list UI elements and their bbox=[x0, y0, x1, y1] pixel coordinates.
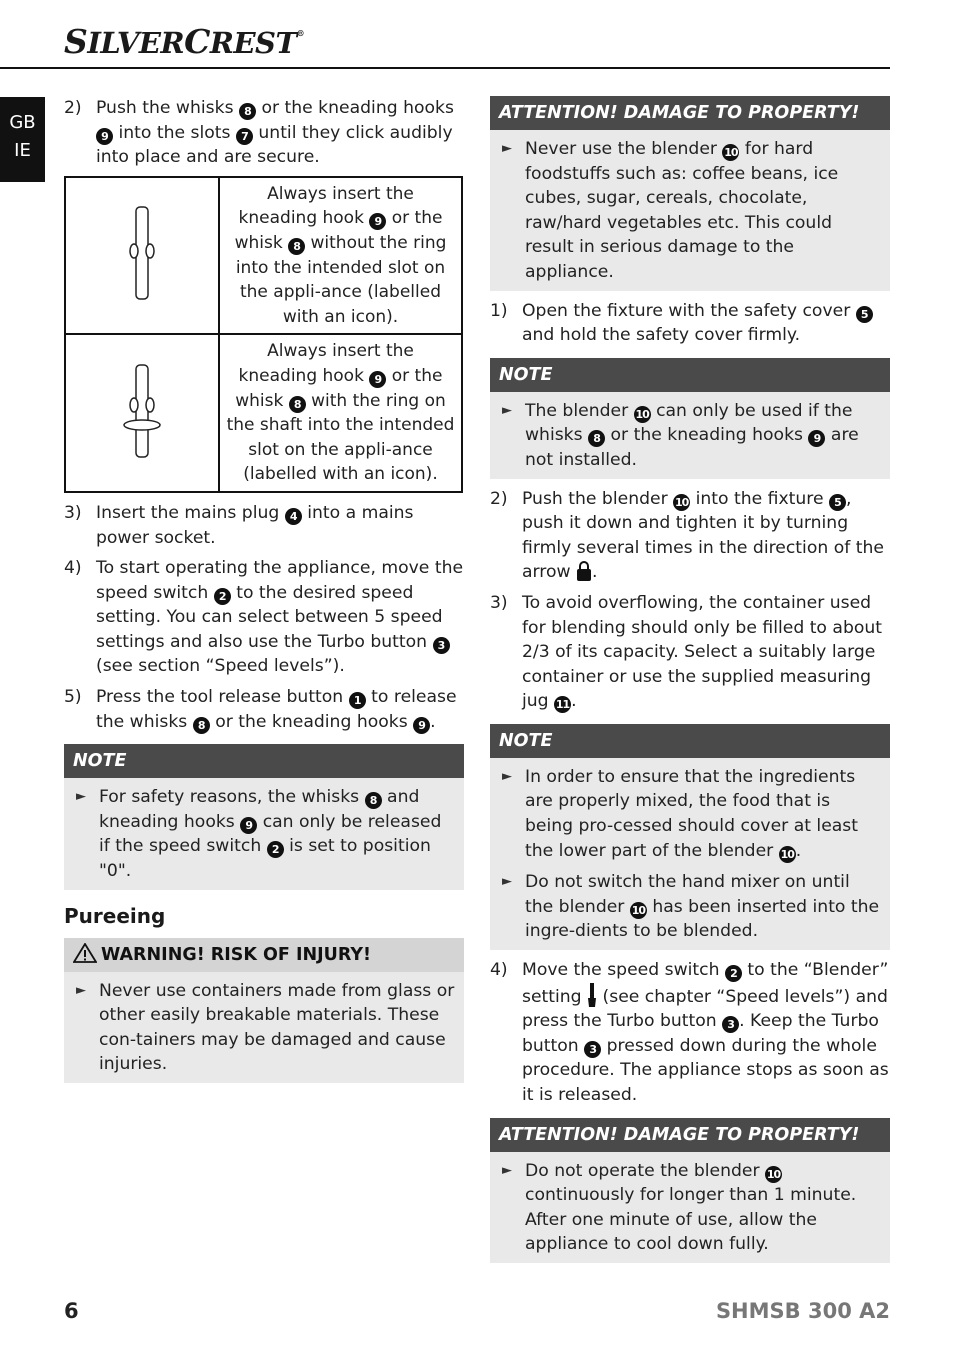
step-text: . bbox=[592, 562, 598, 583]
step-text: Open the fixture with the safety cover bbox=[522, 300, 851, 321]
attachment-table bbox=[64, 176, 463, 493]
triangle-right-icon: ► bbox=[502, 141, 512, 156]
part-number-icon: 9 bbox=[369, 371, 386, 388]
warning-title-text: WARNING! RISK OF INJURY! bbox=[101, 944, 371, 965]
blender-icon bbox=[587, 983, 597, 1007]
whisk-with-ring-icon bbox=[120, 361, 164, 461]
note-title: NOTE bbox=[64, 744, 464, 778]
bullet-text: has been inserted into the ingre-dients to be blended. bbox=[525, 896, 880, 942]
step-number: 4) bbox=[490, 960, 508, 981]
step-text: Push the whisks bbox=[96, 98, 234, 118]
step-text: . Keep the Turbo button bbox=[522, 1011, 879, 1056]
bullet-text: . bbox=[795, 840, 802, 861]
step-text: and hold the safety cover firmly. bbox=[522, 325, 801, 346]
part-number-icon: 3 bbox=[722, 1016, 739, 1033]
step-text: into a mains power socket. bbox=[96, 502, 414, 548]
model-number: SHMSB 300 A2 bbox=[715, 1299, 890, 1323]
step-item bbox=[490, 487, 890, 585]
part-number-icon: 10 bbox=[635, 407, 649, 421]
step-number: 2) bbox=[490, 488, 508, 509]
part-number-icon: 9 bbox=[369, 213, 386, 230]
bullet-item bbox=[64, 972, 464, 1077]
bullet-text: In order to ensure that the ingredients are properly mixed, the food that is being pro-cessed should cover at least the lower part of the blender bbox=[525, 766, 858, 861]
step-text: into the slots bbox=[118, 122, 231, 143]
step-number: 1) bbox=[490, 300, 508, 321]
step-text: , push it down and tighten it by turning firmly several times in the direction of the arrow bbox=[522, 488, 884, 583]
page-number: 6 bbox=[64, 1299, 79, 1323]
table-cell-image bbox=[65, 177, 219, 335]
part-number-icon: 1 bbox=[349, 692, 366, 709]
step-text: into the fixture bbox=[695, 488, 824, 509]
step-text: . bbox=[571, 691, 577, 712]
header-rule bbox=[0, 67, 890, 69]
step-text: to the “Blender” setting bbox=[522, 960, 889, 1007]
part-number-icon: 9 bbox=[413, 717, 430, 734]
bullet-text: for hard foodstuffs such as: coffee beans, ice cubes, sugar, cereals, chocolate, raw/hard vegetables etc. This could result in serious damage to the appliance. bbox=[525, 139, 839, 282]
part-number-icon: 8 bbox=[289, 396, 306, 413]
bullet-text: For safety reasons, the whisks bbox=[99, 787, 360, 808]
lang-gb: GB bbox=[9, 112, 36, 133]
bullet-text: The blender bbox=[525, 400, 629, 421]
warning-title bbox=[64, 938, 464, 972]
brand-logo bbox=[64, 22, 304, 61]
part-number-icon: 10 bbox=[724, 146, 738, 159]
note-box bbox=[490, 724, 890, 950]
part-number-icon: 11 bbox=[555, 698, 570, 712]
step-text: Move the speed switch bbox=[522, 960, 720, 981]
step-item bbox=[64, 96, 464, 170]
cell-text: Always insert the kneading hook bbox=[238, 341, 414, 386]
step-item bbox=[64, 501, 464, 550]
cell-text: without the ring into the intended slot on the appli-ance (labelled with an icon). bbox=[235, 232, 447, 327]
step-text: (see chapter “Speed levels”) and press the Turbo button bbox=[522, 986, 888, 1032]
part-number-icon: 10 bbox=[766, 1167, 781, 1181]
part-number-icon: 2 bbox=[725, 965, 742, 982]
table-cell-text bbox=[219, 334, 462, 492]
step-text: or the kneading hooks bbox=[215, 711, 408, 732]
attention-box bbox=[490, 1118, 890, 1263]
table-cell-image bbox=[65, 334, 219, 492]
step-number: 3) bbox=[64, 502, 82, 523]
part-number-icon: 10 bbox=[780, 847, 794, 861]
step-text: Press the tool release button bbox=[96, 687, 344, 708]
attention-title: ATTENTION! DAMAGE TO PROPERTY! bbox=[490, 1118, 890, 1152]
bullet-item bbox=[490, 392, 890, 473]
bullet-item bbox=[490, 758, 890, 863]
bullet-item bbox=[64, 778, 464, 883]
language-tab bbox=[0, 97, 45, 182]
part-number-icon: 3 bbox=[584, 1041, 601, 1058]
part-number-icon: 8 bbox=[588, 430, 605, 447]
right-column bbox=[490, 96, 890, 1271]
lang-ie: IE bbox=[14, 140, 31, 161]
warning-triangle-icon bbox=[73, 943, 97, 963]
lock-icon bbox=[576, 560, 592, 582]
part-number-icon: 9 bbox=[96, 128, 113, 145]
cell-text: with the ring on the shaft into the intended slot on the appli-ance (labelled with an icon). bbox=[226, 390, 455, 485]
step-text: Push the blender bbox=[522, 488, 668, 509]
step-text: to the desired speed setting. You can select between 5 speed settings and also use the Turbo button bbox=[96, 582, 443, 652]
left-column bbox=[64, 96, 464, 1091]
part-number-icon: 8 bbox=[239, 103, 256, 120]
step-text: (see section “Speed levels”). bbox=[96, 656, 345, 677]
brand-letter: S bbox=[64, 22, 88, 61]
triangle-right-icon: ► bbox=[502, 768, 512, 784]
triangle-right-icon: ► bbox=[502, 402, 512, 418]
part-number-icon: 9 bbox=[240, 817, 257, 834]
note-title: NOTE bbox=[490, 358, 890, 392]
section-heading: Pureeing bbox=[64, 903, 166, 928]
step-number: 2) bbox=[64, 98, 82, 118]
step-text: To avoid overflowing, the container used for blending should only be filled to about 2/3 of its capacity. Select a suitably large container or use the supplied measuring jug bbox=[522, 592, 883, 712]
part-number-icon: 7 bbox=[236, 128, 253, 145]
part-number-icon: 8 bbox=[365, 792, 382, 809]
brand-text: ILVER bbox=[87, 26, 185, 60]
part-number-icon: 8 bbox=[193, 717, 210, 734]
bullet-text: Never use containers made from glass or other easily breakable materials. These con-tainers may be damaged and cause injuries. bbox=[99, 980, 455, 1075]
bullet-text: can only be used if the whisks bbox=[525, 400, 853, 446]
registered-mark: ® bbox=[296, 28, 305, 38]
step-text: pressed down during the whole procedure. The appliance stops as soon as it is released. bbox=[522, 1035, 889, 1105]
bullet-text: is set to position "0". bbox=[99, 836, 431, 882]
triangle-right-icon: ► bbox=[76, 789, 86, 805]
step-item bbox=[64, 685, 464, 734]
part-number-icon: 5 bbox=[829, 494, 846, 511]
table-cell-text bbox=[219, 177, 462, 335]
brand-text: REST bbox=[209, 26, 297, 60]
step-text: to release the whisks bbox=[96, 687, 457, 732]
brand-letter: C bbox=[184, 22, 210, 61]
cell-text: Always insert the kneading hook bbox=[238, 183, 414, 229]
cell-text: or the whisk bbox=[234, 208, 443, 253]
bullet-text: or the kneading hooks bbox=[610, 425, 803, 446]
step-text: Insert the mains plug bbox=[96, 502, 280, 523]
part-number-icon: 8 bbox=[288, 238, 305, 255]
step-text: To start operating the appliance, move the speed switch bbox=[96, 558, 464, 603]
part-number-icon: 10 bbox=[674, 495, 689, 509]
step-item bbox=[490, 958, 890, 1108]
bullet-text: Do not operate the blender bbox=[525, 1160, 760, 1181]
step-item bbox=[490, 299, 890, 348]
bullet-text: Do not switch the hand mixer on until the blender bbox=[525, 872, 850, 917]
part-number-icon: 9 bbox=[808, 430, 825, 447]
note-title: NOTE bbox=[490, 724, 890, 758]
step-text: or the kneading hooks bbox=[261, 98, 454, 118]
table-row bbox=[65, 177, 462, 335]
note-box bbox=[64, 744, 464, 889]
bullet-text: continuously for longer than 1 minute. After one minute of use, allow the appliance to cool down fully. bbox=[525, 1185, 857, 1255]
step-item bbox=[490, 591, 890, 714]
bullet-item bbox=[490, 863, 890, 944]
part-number-icon: 2 bbox=[214, 588, 231, 605]
bullet-text: Never use the blender bbox=[525, 139, 717, 159]
part-number-icon: 3 bbox=[433, 637, 450, 654]
table-row bbox=[65, 334, 462, 492]
step-text: . bbox=[430, 711, 436, 732]
triangle-right-icon: ► bbox=[502, 1162, 512, 1178]
warning-box bbox=[64, 938, 464, 1083]
bullet-item bbox=[490, 130, 890, 285]
bullet-text: are not installed. bbox=[525, 425, 859, 470]
step-number: 5) bbox=[64, 687, 82, 708]
note-box bbox=[490, 358, 890, 479]
part-number-icon: 10 bbox=[631, 903, 645, 917]
cell-text: or the whisk bbox=[235, 365, 443, 411]
triangle-right-icon: ► bbox=[76, 982, 86, 998]
triangle-right-icon: ► bbox=[502, 874, 512, 890]
step-item bbox=[64, 556, 464, 679]
attention-box bbox=[490, 96, 890, 291]
step-number: 3) bbox=[490, 592, 508, 613]
part-number-icon: 4 bbox=[285, 508, 302, 525]
step-number: 4) bbox=[64, 558, 82, 579]
bullet-item bbox=[490, 1152, 890, 1257]
step-text: until they click audibly into place and are secure. bbox=[96, 122, 453, 168]
part-number-icon: 5 bbox=[856, 306, 873, 323]
whisk-without-ring-icon bbox=[122, 203, 162, 303]
bullet-text: and kneading hooks bbox=[99, 787, 420, 832]
attention-title: ATTENTION! DAMAGE TO PROPERTY! bbox=[490, 96, 890, 130]
part-number-icon: 2 bbox=[267, 841, 284, 858]
bullet-text: can only be released if the speed switch bbox=[99, 811, 442, 857]
